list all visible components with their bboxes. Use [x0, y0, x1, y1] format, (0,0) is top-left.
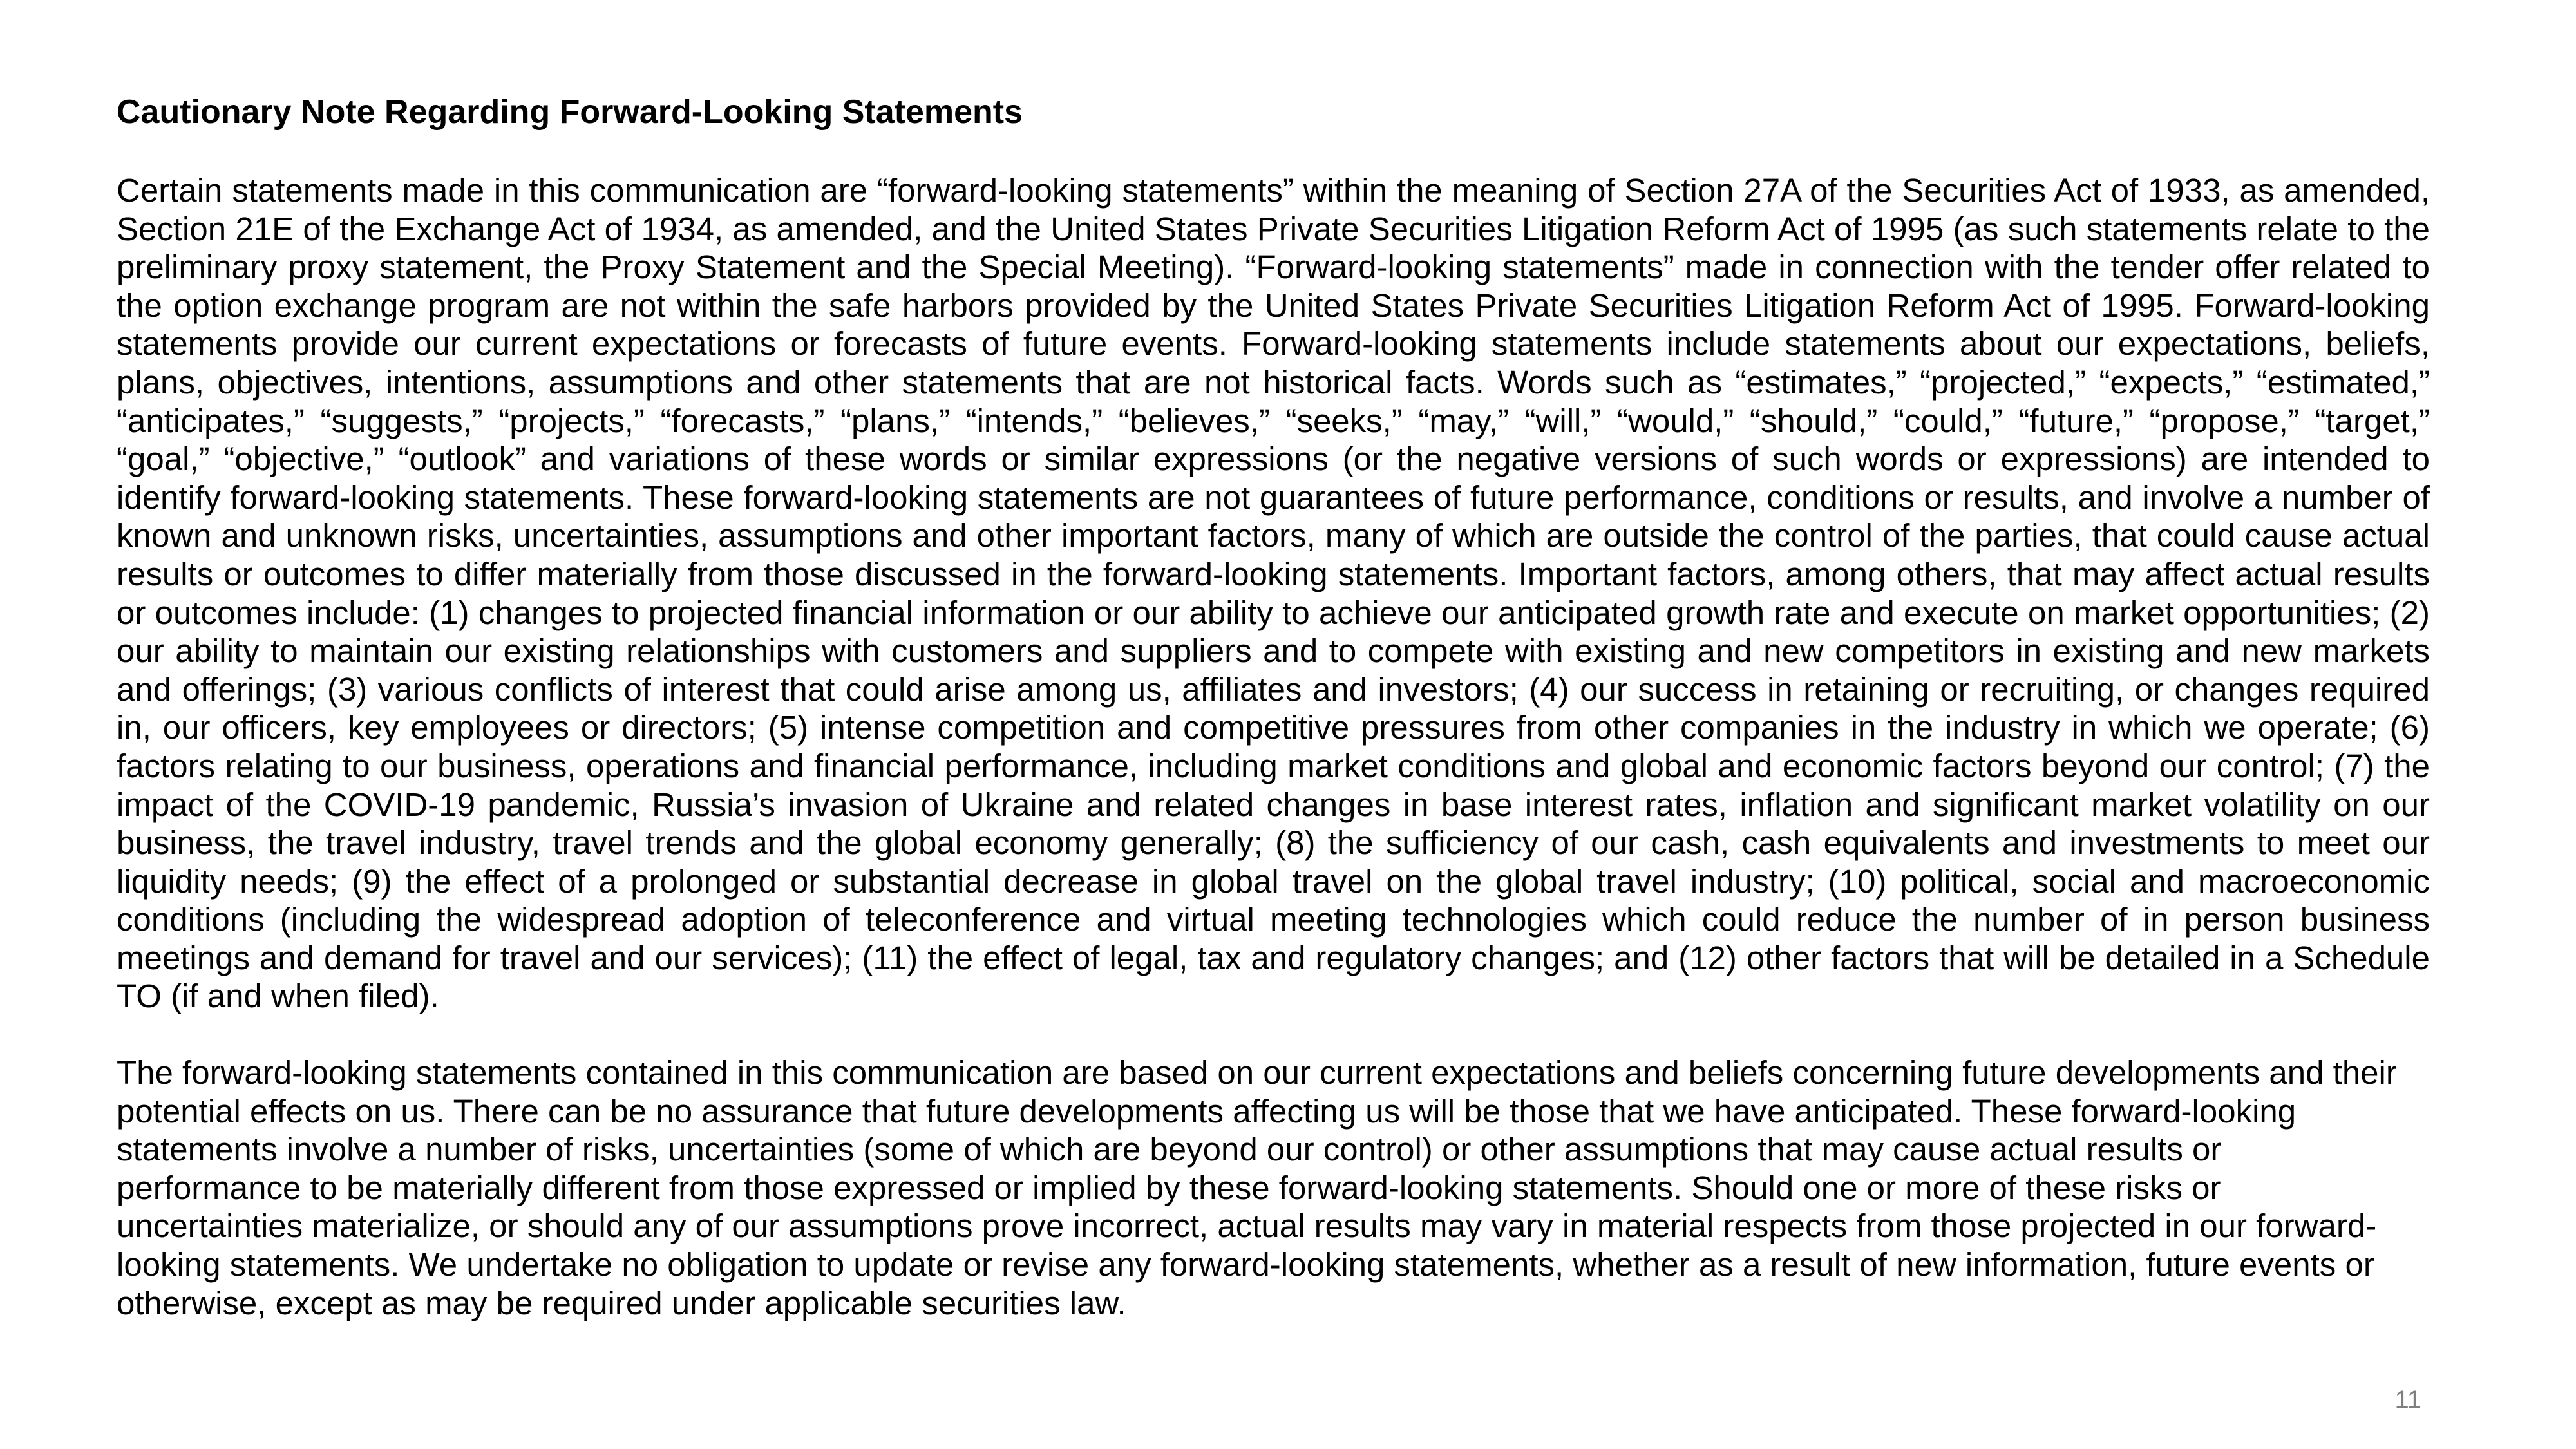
document-body [117, 89, 2430, 1322]
expectations-paragraph: The forward-looking statements contained in this communication are based on our current expectations and beliefs concerning future developments and their potential effects on us. There can be no assurance that future developments affecting us will be those that we have anticipated. These forward-looking statements involve a number of risks, uncertainties (some of which are beyond our control) or other assumptions that may cause actual results or performance to be materially different from those expressed or implied by these forward-looking statements. Should one or more of these risks or uncertainties materialize, or should any of our assumptions prove incorrect, actual results may vary in material respects from those projected in our forward-looking statements. We undertake no obligation to update or revise any forward-looking statements, whether as a result of new information, future events or otherwise, except as may be required under applicable securities law. [117, 1054, 2397, 1321]
page-number: 11 [2394, 1386, 2421, 1414]
section-heading: Cautionary Note Regarding Forward-Looking Statements [117, 93, 1023, 131]
forward-looking-paragraph: Certain statements made in this communication are “forward-looking statements” within the meaning of Section 27A of the Securities Act of 1933, as amended, Section 21E of the Exchange Act of 1934, as amended, and the United States Private Securities Litigation Reform Act of 1995 (as such statements relate to the preliminary proxy statement, the Proxy Statement and the Special Meeting). “Forward-looking statements” made in connection with the tender offer related to the option exchange program are not within the safe harbors provided by the United States Private Securities Litigation Reform Act of 1995. Forward-looking statements provide our current expectations or forecasts of future events. Forward-looking statements include statements about our expectations, beliefs, plans, objectives, intentions, assumptions and other statements that are not historical facts. Words such as “estimates,” “projected,” “expects,” “estimated,” “anticipates,” “suggests,” “projects,” “forecasts,” “plans,” “intends,” “believes,” “seeks,” “may,” “will,” “would,” “should,” “could,” “future,” “propose,” “target,” “goal,” “objective,” “outlook” and variations of these words or similar expressions (or the negative versions of such words or expressions) are intended to identify forward-looking statements. These forward-looking statements are not guarantees of future performance, conditions or results, and involve a number of known and unknown risks, uncertainties, assumptions and other important factors, many of which are outside the control of the parties, that could cause actual results or outcomes to differ materially from those discussed in the forward-looking statements. Important factors, among others, that may affect actual results or outcomes include: (1) changes to projected financial information or our ability to achieve our anticipated growth rate and execute on market opportunities; (2) our ability to maintain our existing relationships with customers and suppliers and to compete with existing and new competitors in existing and new markets and offerings; (3) various conflicts of interest that could arise among us, affiliates and investors; (4) our success in retaining or recruiting, or changes required in, our officers, key employees or directors; (5) intense competition and competitive pressures from other companies in the industry in which we operate; (6) factors relating to our business, operations and financial performance, including market conditions and global and economic factors beyond our control; (7) the impact of the COVID-19 pandemic, Russia’s invasion of Ukraine and related changes in base interest rates, inflation and significant market volatility on our business, the travel industry, travel trends and the global economy generally; (8) the sufficiency of our cash, cash equivalents and investments to meet our liquidity needs; (9) the effect of a prolonged or substantial decrease in global travel on the global travel industry; (10) political, social and macroeconomic conditions (including the widespread adoption of teleconference and virtual meeting technologies which could reduce the number of in person business meetings and demand for travel and our services); (11) the effect of legal, tax and regulatory changes; and (12) other factors that will be detailed in a Schedule TO (if and when filed). [117, 172, 2430, 1015]
